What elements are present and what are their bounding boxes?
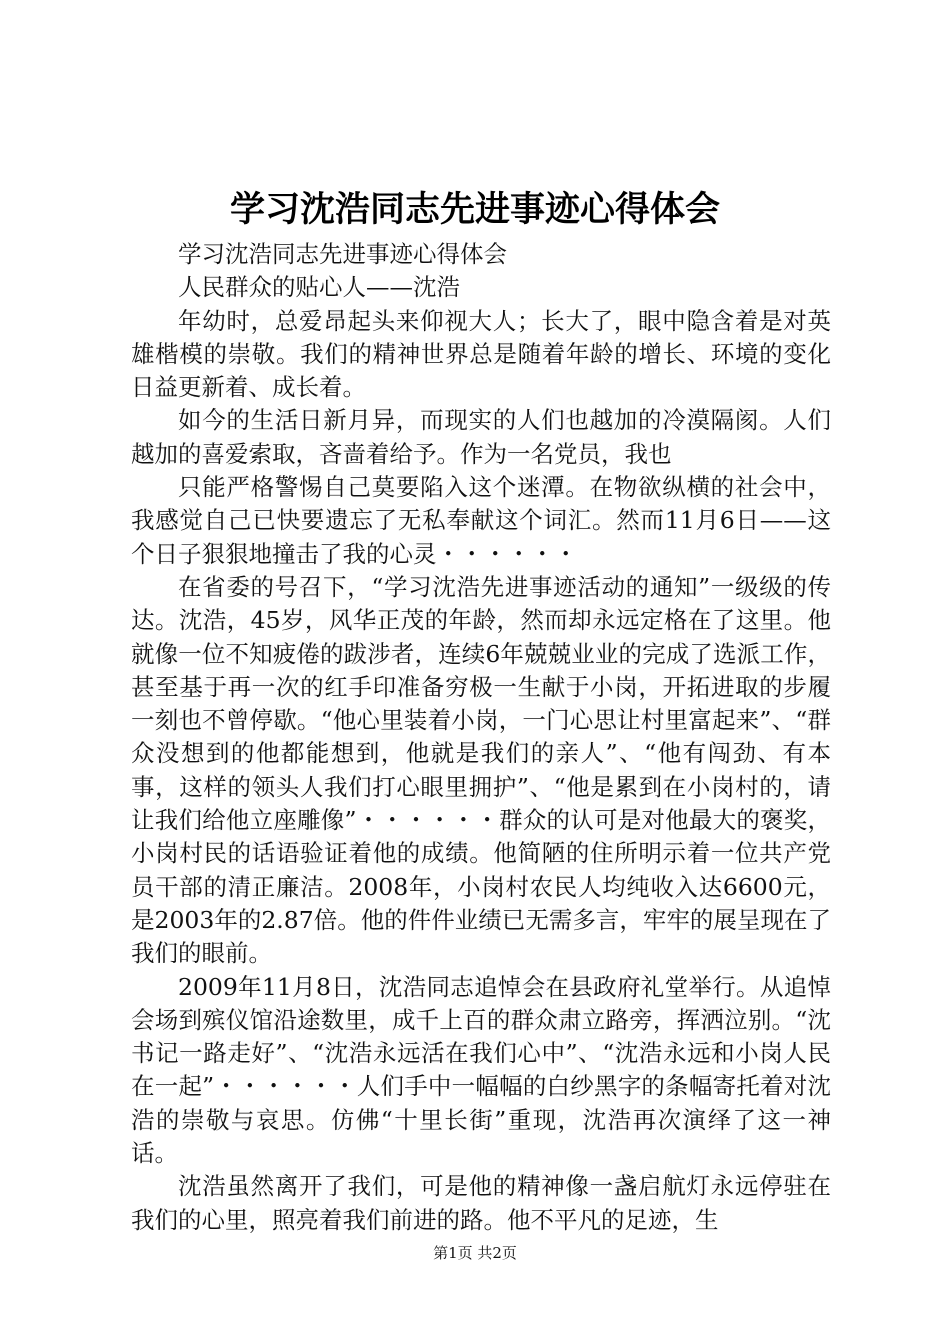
paragraph: 2009年11月8日，沈浩同志追悼会在县政府礼堂举行。从追悼会场到殡仪馆沿途数里，成千上百的群众肃立路旁，挥洒泣别。“沈书记一路走好”、“沈浩永远活在我们心中”、“沈浩永远和小岗人民在一起”・・・・・・人们手中一幅幅的白纱黑字的条幅寄托着对沈浩的崇敬与哀思。仿佛“十里长街”重现，沈浩再次演绎了这一神话。 (131, 972, 831, 1168)
paragraph: 只能严格警惕自己莫要陷入这个迷潭。在物欲纵横的社会中，我感觉自己已快要遗忘了无私奉献这个词汇。然而11月6日——这个日子狠狠地撞击了我的心灵・・・・・・ (131, 473, 831, 568)
paragraph: 在省委的号召下，“学习沈浩先进事迹活动的通知”一级级的传达。沈浩，45岁，风华正茂的年龄，然而却永远定格在了这里。他就像一位不知疲倦的跋涉者，连续6年兢兢业业的完成了选派工作，甚至基于再一次的红手印准备穷极一生献于小岗，开拓进取的步履一刻也不曾停歇。“他心里装着小岗，一门心思让村里富起来”、“群众没想到的他都能想到，他就是我们的亲人”、“他有闯劲、有本事，这样的领头人我们打心眼里拥护”、“他是累到在小岗村的，请让我们给他立座雕像”・・・・・・群众的认可是对他最大的褒奖，小岗村民的话语验证着他的成绩。他简陋的住所明示着一位共产党员干部的清正廉洁。2008年，小岗村农民人均纯收入达6600元，是2003年的2.87倍。他的件件业绩已无需多言，牢牢的展呈现在了我们的眼前。 (131, 572, 831, 968)
document-body (131, 238, 831, 1237)
page-number-footer: 第1页 共2页 (433, 1244, 517, 1262)
paragraph: 沈浩虽然离开了我们，可是他的精神像一盏启航灯永远停驻在我们的心里，照亮着我们前进的路。他不平凡的足迹，生 (131, 1172, 831, 1234)
paragraph-heading: 人民群众的贴心人——沈浩 (178, 273, 460, 302)
paragraph: 如今的生活日新月异，而现实的人们也越加的冷漠隔阂。人们越加的喜爱索取，吝啬着给予。作为一名党员，我也 (131, 406, 831, 468)
paragraph-subtitle: 学习沈浩同志先进事迹心得体会 (178, 240, 507, 268)
document-title: 学习沈浩同志先进事迹心得体会 (229, 189, 720, 230)
paragraph: 年幼时，总爱昂起头来仰视大人；长大了，眼中隐含着是对英雄楷模的崇敬。我们的精神世界总是随着年龄的增长、环境的变化日益更新着、成长着。 (131, 306, 831, 402)
